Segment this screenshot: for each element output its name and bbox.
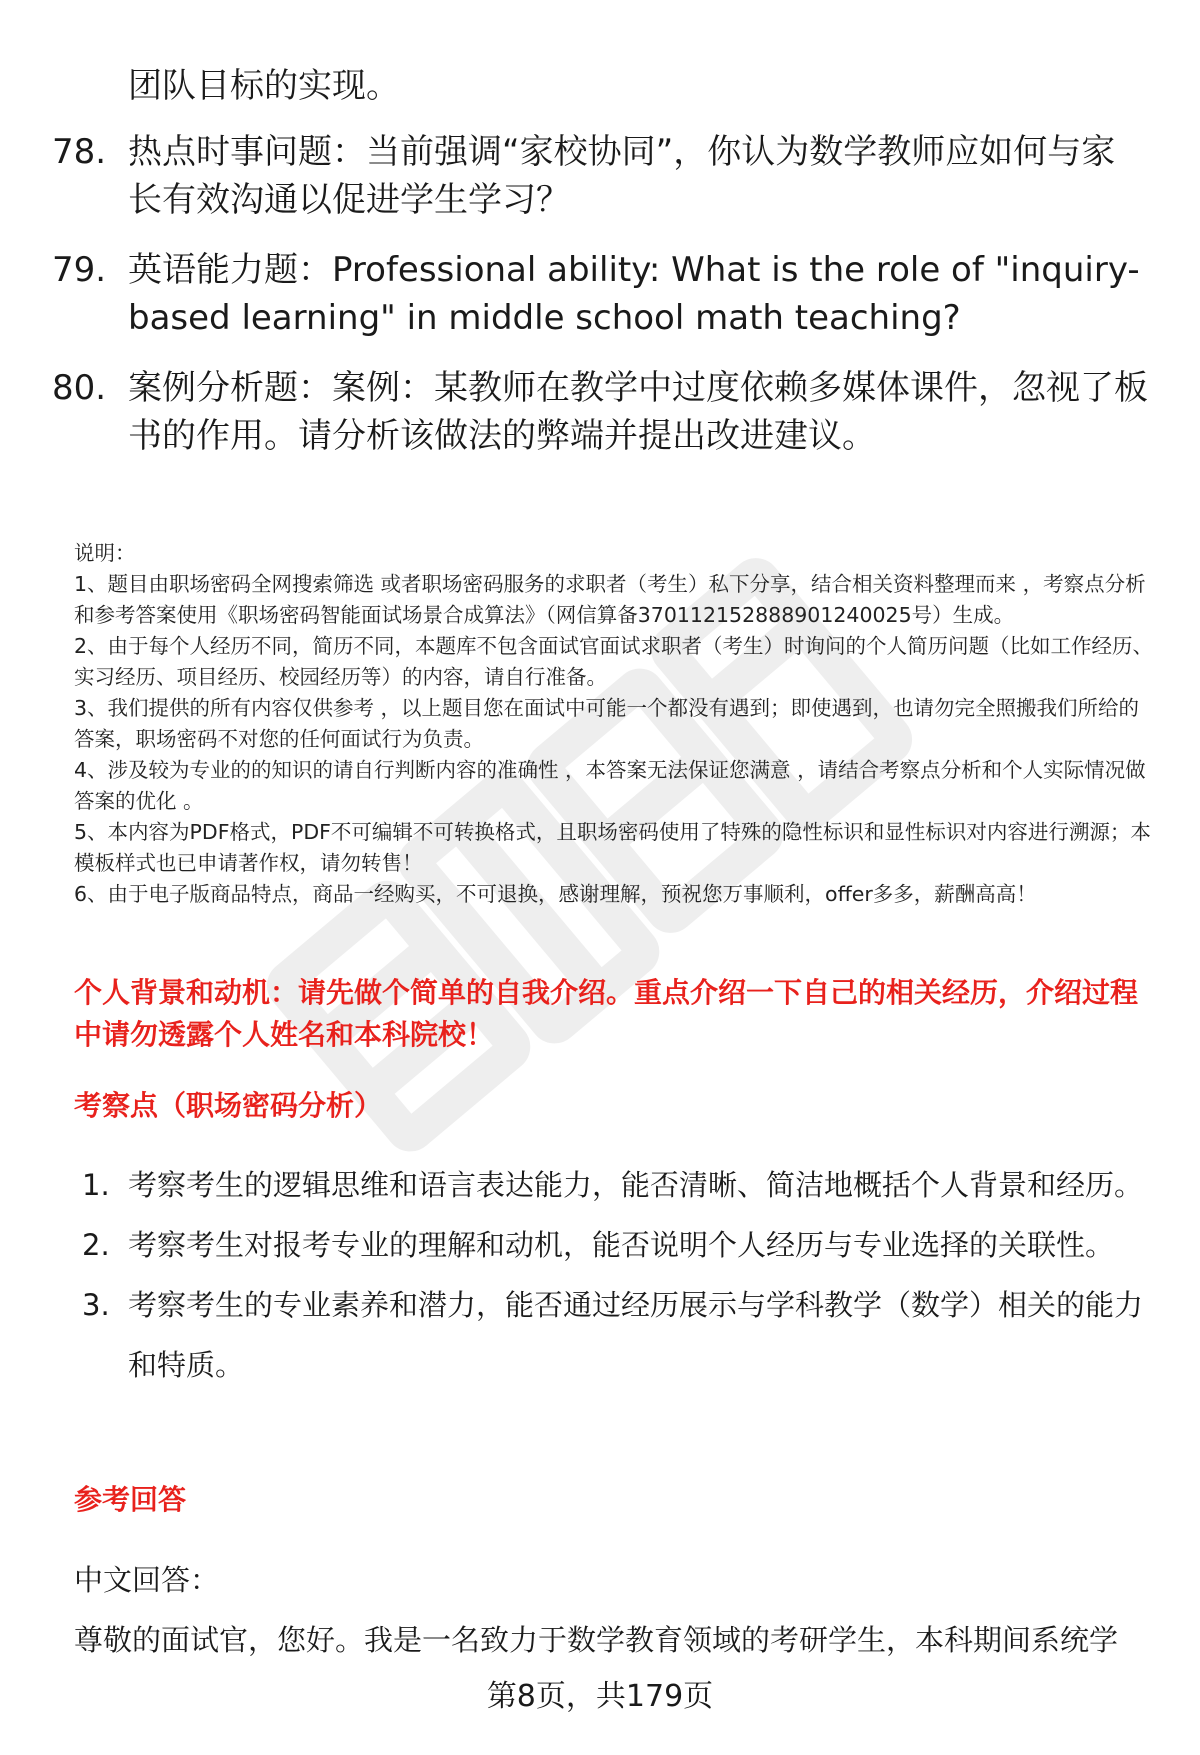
analysis-point: [82, 1155, 1162, 1215]
background-question: 个人背景和动机：请先做个简单的自我介绍。重点介绍一下自己的相关经历，介绍过程中请勿透露个人姓名和本科院校！: [74, 976, 1139, 1051]
answer-label: 中文回答：: [74, 1563, 220, 1597]
analysis-point: [82, 1215, 1162, 1275]
question-number: 78.: [52, 132, 107, 172]
question-number: 80.: [52, 368, 107, 408]
point-number: 2.: [82, 1228, 110, 1262]
note-item: 6、由于电子版商品特点，商品一经购买，不可退换，感谢理解，预祝您万事顺利，offer多多，薪酬高高！: [74, 882, 1037, 906]
notes-section: [74, 538, 1154, 910]
note-item: 4、涉及较为专业的的知识的请自行判断内容的准确性 ，本答案无法保证您满意 ，请结合考察点分析和个人实际情况做答案的优化 。: [74, 758, 1146, 813]
point-text: 考察考生对报考专业的理解和动机，能否说明个人经历与专业选择的关联性。: [128, 1228, 1115, 1262]
analysis-point: [82, 1275, 1162, 1395]
analysis-points: [82, 1155, 1162, 1395]
note-item: 3、我们提供的所有内容仅供参考 ，以上题目您在面试中可能一个都没有遇到；即使遇到，也请勿完全照搬我们所给的答案，职场密码不对您的任何面试行为负责。: [74, 696, 1140, 751]
question-number: 79.: [52, 250, 107, 290]
answer-heading: 参考回答: [74, 1483, 187, 1516]
point-number: 1.: [82, 1168, 110, 1202]
question-text: 案例分析题：案例：某教师在教学中过度依赖多媒体课件，忽视了板书的作用。请分析该做法的弊端并提出改进建议。: [128, 368, 1148, 456]
point-text: 考察考生的专业素养和潜力，能否通过经历展示与学科教学（数学）相关的能力和特质。: [128, 1288, 1144, 1382]
question-text: 英语能力题：Professional ability: What is the role of "inquiry-based learning" in middle school math teaching?: [128, 250, 1140, 338]
page-footer: 第8页，共179页: [486, 1679, 714, 1714]
question-text: 热点时事问题：当前强调“家校协同”，你认为数学教师应如何与家长有效沟通以促进学生学习？: [128, 132, 1116, 220]
answer-text: 尊敬的面试官，您好。我是一名致力于数学教育领域的考研学生，本科期间系统学: [74, 1623, 1119, 1657]
notes-title: 说明：: [74, 541, 136, 565]
analysis-heading: 考察点（职场密码分析）: [74, 1089, 383, 1122]
point-text: 考察考生的逻辑思维和语言表达能力，能否清晰、简洁地概括个人背景和经历。: [128, 1168, 1144, 1202]
note-item: 1、题目由职场密码全网搜索筛选 或者职场密码服务的求职者（考生）私下分享，结合相关资料整理而来 ，考察点分析和参考答案使用《职场密码智能面试场景合成算法》（网信算备370112152888901240025号）生成。: [74, 572, 1146, 627]
point-number: 3.: [82, 1288, 110, 1322]
watermark-text: 职场密码: [180, 525, 245, 544]
question-continuation: 团队目标的实现。: [128, 66, 400, 106]
note-item: 5、本内容为PDF格式，PDF不可编辑不可转换格式，且职场密码使用了特殊的隐性标识和显性标识对内容进行溯源；本模板样式也已申请著作权，请勿转售！: [74, 820, 1151, 875]
note-item: 2、由于每个人经历不同，简历不同，本题库不包含面试官面试求职者（考生）时询问的个人简历问题（比如工作经历、实习经历、项目经历、校园经历等）的内容，请自行准备。: [74, 634, 1154, 689]
